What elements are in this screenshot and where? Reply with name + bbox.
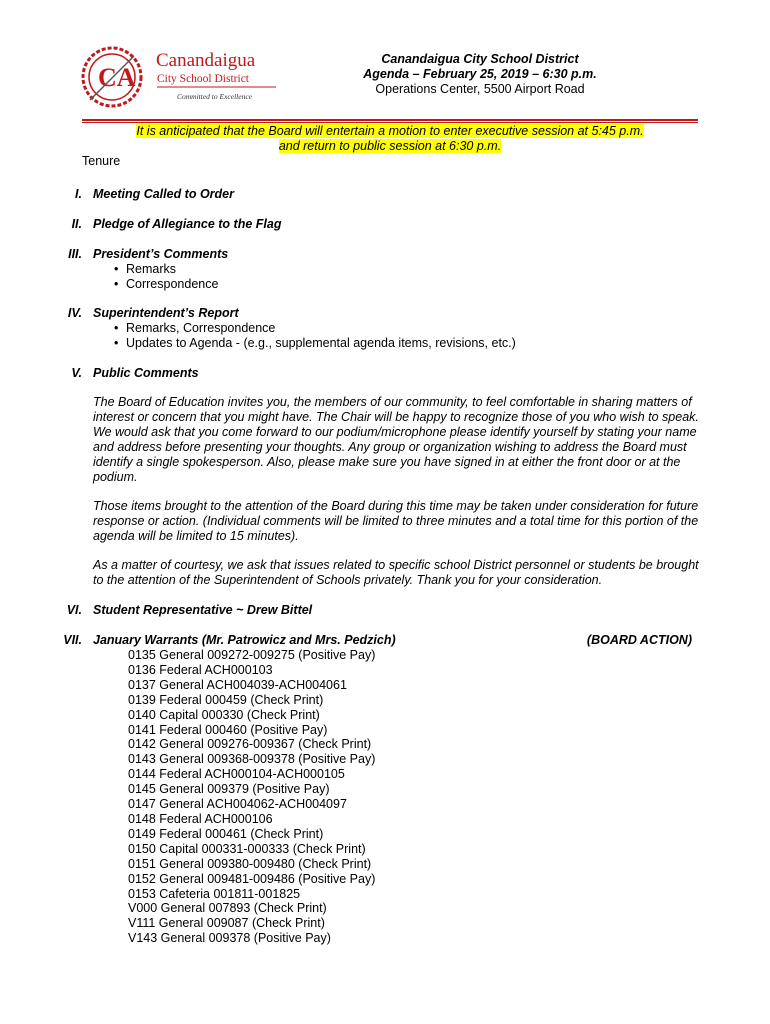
warrant-item: 0148 Federal ACH000106 [128, 811, 273, 826]
section-number: V. [71, 366, 82, 380]
warrant-item: V000 General 007893 (Check Print) [128, 901, 327, 916]
section-number: VI. [66, 603, 82, 617]
warrant-item: 0137 General ACH004039-ACH004061 [128, 677, 347, 692]
warrant-item: 0144 Federal ACH000104-ACH000105 [128, 767, 345, 782]
warrant-item: 0142 General 009276-009367 (Check Print) [128, 737, 372, 752]
agenda-header [330, 52, 630, 97]
warrant-item: 0141 Federal 000460 (Positive Pay) [128, 722, 328, 737]
svg-text:CA: CA [98, 63, 136, 92]
district-name: Canandaigua City School District [381, 52, 579, 66]
tenure-label: Tenure [82, 154, 121, 168]
svg-text:Canandaigua: Canandaigua [156, 50, 256, 71]
warrant-list [128, 648, 375, 946]
executive-session-notice [82, 124, 698, 154]
svg-text:Committed to Excellence: Committed to Excellence [177, 92, 252, 101]
notice-line-1: It is anticipated that the Board will entertain a motion to enter executive session at 5:45 p.m. [136, 124, 644, 138]
section-title: January Warrants (Mr. Patrowicz and Mrs. Pedzich) [93, 633, 396, 647]
logo-emblem-icon [80, 44, 280, 110]
public-comments-paragraph-1: The Board of Education invites you, the members of our community, to feel comfortable in sharing matters of interest or concern that you might have. The Chair will be happy to recognize those of you who wish to speak. We would ask that you come forward to our podium/microphone please identify yourself by stating your name and address before presenting your thoughts. Any group or organization wishing to address the Board must identify a single spokesperson. Also, please make sure you have signed in at either the front door or at the podium. [93, 395, 699, 484]
section-title: Public Comments [93, 366, 199, 380]
warrant-item: 0147 General ACH004062-ACH004097 [128, 797, 347, 812]
public-comments-paragraph-3: As a matter of courtesy, we ask that issues related to specific school District personnel or students be brought to the attention of the Superintendent of Schools privately. Thank you for your consideration. [93, 558, 699, 587]
section-number: I. [75, 187, 82, 201]
warrant-item: 0145 General 009379 (Positive Pay) [128, 782, 330, 797]
header-divider-thin [82, 122, 698, 123]
presidents-comments-list [114, 262, 218, 292]
warrant-item: 0140 Capital 000330 (Check Print) [128, 707, 320, 722]
warrant-item: 0149 Federal 000461 (Check Print) [128, 826, 324, 841]
superintendents-report-list [114, 321, 516, 351]
warrant-item: V143 General 009378 (Positive Pay) [128, 931, 331, 946]
section-number: III. [68, 247, 82, 261]
list-item: • Remarks [114, 262, 218, 277]
warrant-item: 0152 General 009481-009486 (Positive Pay) [128, 871, 376, 886]
list-item: • Remarks, Correspondence [114, 321, 516, 336]
district-logo [80, 44, 280, 110]
warrant-item: V111 General 009087 (Check Print) [128, 916, 325, 931]
warrant-item: 0135 General 009272-009275 (Positive Pay) [128, 648, 376, 662]
warrant-item: 0151 General 009380-009480 (Check Print) [128, 856, 372, 871]
section-number: VII. [63, 633, 82, 647]
section-title: Superintendent’s Report [93, 306, 239, 320]
section-title: Pledge of Allegiance to the Flag [93, 217, 282, 231]
warrant-item: 0150 Capital 000331-000333 (Check Print) [128, 841, 366, 856]
header-divider [82, 119, 698, 121]
svg-text:City School District: City School District [157, 73, 249, 85]
section-number: II. [71, 217, 82, 231]
public-comments-paragraph-2: Those items brought to the attention of the Board during this time may be taken under consideration for future response or action. (Individual comments will be limited to three minutes and a total time for this portion of the agenda will be limited to 15 minutes). [93, 499, 699, 543]
notice-line-2: and return to public session at 6:30 p.m. [278, 139, 502, 153]
agenda-date: Agenda – February 25, 2019 – 6:30 p.m. [363, 67, 597, 81]
list-item: • Correspondence [114, 277, 218, 292]
agenda-location: Operations Center, 5500 Airport Road [375, 82, 585, 96]
warrant-item: 0136 Federal ACH000103 [128, 662, 273, 677]
section-title: President’s Comments [93, 247, 229, 261]
board-action-label: (BOARD ACTION) [586, 633, 692, 647]
list-item: • Updates to Agenda - (e.g., supplemental agenda items, revisions, etc.) [114, 336, 516, 351]
section-title: Student Representative ~ Drew Bittel [93, 603, 313, 617]
section-number: IV. [67, 306, 82, 320]
warrant-item: 0143 General 009368-009378 (Positive Pay) [128, 752, 376, 767]
warrant-item: 0139 Federal 000459 (Check Print) [128, 692, 324, 707]
warrant-item: 0153 Cafeteria 001811-001825 [128, 886, 301, 901]
section-title: Meeting Called to Order [93, 187, 234, 201]
